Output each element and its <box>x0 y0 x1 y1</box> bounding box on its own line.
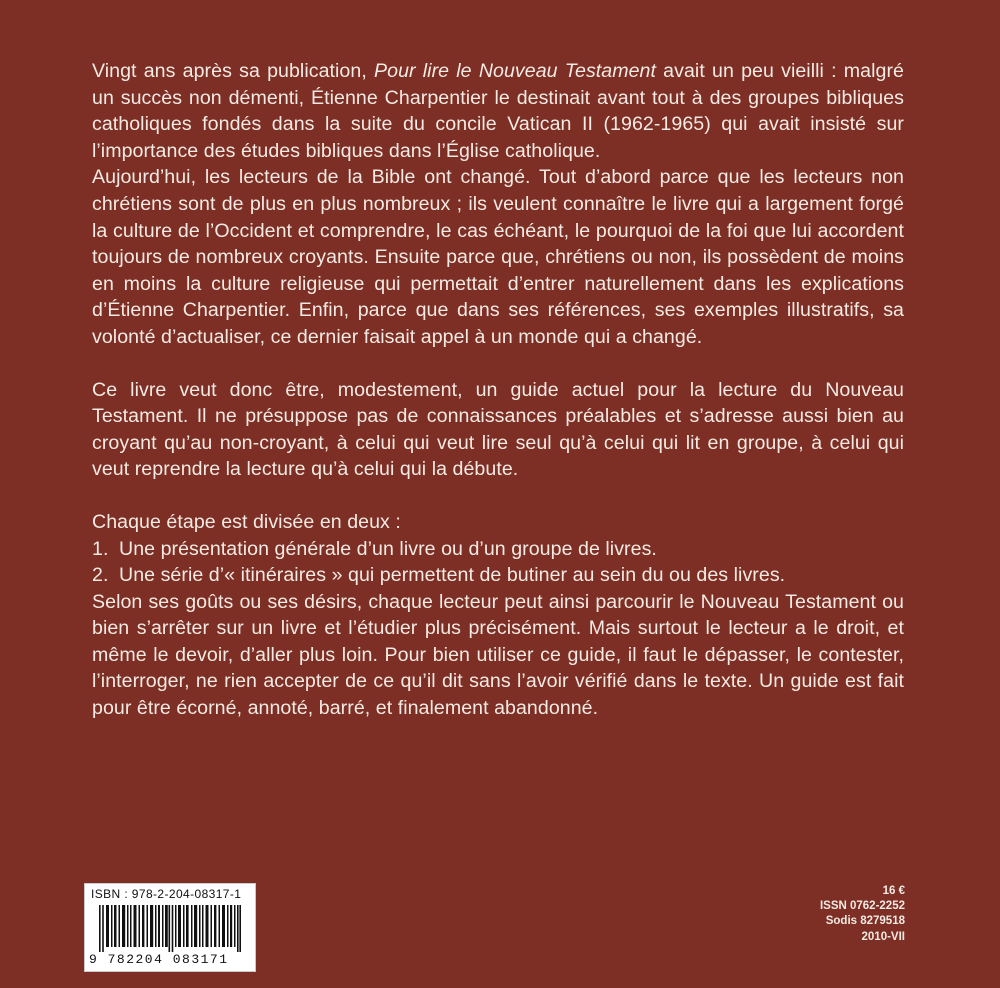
list-item <box>92 536 904 563</box>
paragraph-purpose: Ce livre veut donc être, modestement, un guide actuel pour la lecture du Nouveau Testament. Il ne présuppose pas de connaissances préalables et s’adresse aussi bien au croyant qu’au non-croyant, à celui qui veut lire seul qu’à celui qui lit en groupe, à celui qui veut reprendre la lecture qu’à celui qui la débute. <box>92 378 904 481</box>
paragraph-readers: Aujourd’hui, les lecteurs de la Bible ont changé. Tout d’abord parce que les lecteurs non chrétiens sont de plus en plus nombreux ; ils veulent connaître le livre qui a largement forgé la culture de l’Occident et comprendre, le cas échéant, le pourquoi de la foi que lui accordent toujours de nombreux croyants. Ensuite parce que, chrétiens ou non, ils possèdent de moins en moins la culture religieuse qui permettait d’entrer naturellement dans les explications d’Étienne Charpentier. Enfin, parce que dans ses références, ses exemples illustratifs, sa volonté d’actualiser, ce dernier faisait appel à un monde qui a changé. <box>92 166 904 348</box>
barcode-digits: 9 782204 083171 <box>89 952 229 967</box>
structure-list <box>92 536 904 589</box>
price: 16 € <box>882 885 905 897</box>
publication-info <box>820 884 905 945</box>
list-text: Une présentation générale d’un livre ou d’un groupe de livres. <box>119 537 657 560</box>
list-text: Une série d’« itinéraires » qui permettent de butiner au sein du ou des livres. <box>119 564 786 587</box>
isbn-label: ISBN : 978-2-204-08317-1 <box>91 887 242 901</box>
spacer <box>92 483 904 509</box>
list-item <box>92 562 904 589</box>
barcode-label <box>84 883 256 972</box>
edition-code: 2010-VII <box>861 930 905 943</box>
blurb-text <box>92 58 904 722</box>
barcode-bars <box>99 905 241 952</box>
paragraph-conclusion: Selon ses goûts ou ses désirs, chaque lecteur peut ainsi parcourir le Nouveau Testament ou bien s’arrêter sur un livre et l’étudier plus précisément. Mais surtout le lecteur a le droit, et même le devoir, d’aller plus loin. Pour bien utiliser ce guide, il faut le dépasser, le contester, l’interroger, ne rien accepter de ce qu’il dit sans l’avoir vérifié dans le texte. Un guide est fait pour être écorné, annoté, barré, et finalement abandonné. <box>92 590 904 720</box>
list-number: 2. <box>92 564 109 587</box>
paragraph-intro <box>92 58 904 164</box>
issn: ISSN 0762-2252 <box>819 900 905 913</box>
book-title: Pour lire le Nouveau Testament <box>374 60 656 82</box>
intro-text-start: Vingt ans après sa publication, <box>92 60 374 82</box>
structure-intro: Chaque étape est divisée en deux : <box>92 510 401 533</box>
intro-text-end: avait un peu vieilli : malgré un succès non démenti, Étienne Charpentier le destinait avant tout à des groupes bibliques catholiques fondés dans la suite du concile Vatican II (1962-1965) qui avait insisté sur l’importance des études bibliques dans l’Église catholique. <box>92 60 904 162</box>
spacer <box>92 351 904 377</box>
list-number: 1. <box>92 537 109 560</box>
sodis-code: Sodis 8279518 <box>825 915 905 928</box>
